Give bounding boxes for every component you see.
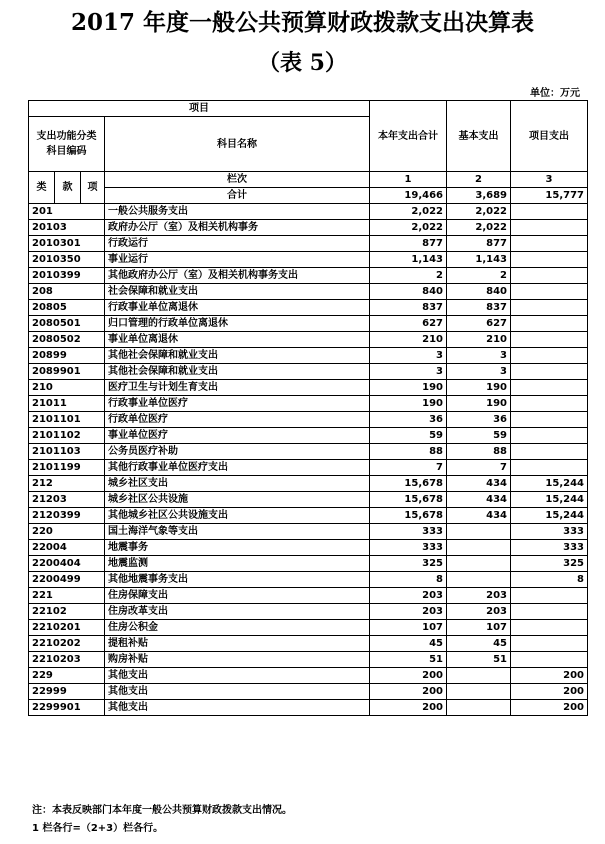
row-code: 20805 bbox=[29, 300, 105, 316]
heji-total: 19,466 bbox=[370, 188, 447, 204]
row-code: 2210202 bbox=[29, 636, 105, 652]
row-total: 203 bbox=[370, 588, 447, 604]
row-project bbox=[511, 316, 588, 332]
row-code: 2101101 bbox=[29, 412, 105, 428]
row-total: 7 bbox=[370, 460, 447, 476]
header-kuan: 款 bbox=[55, 172, 81, 204]
heji-project: 15,777 bbox=[511, 188, 588, 204]
row-project: 200 bbox=[511, 684, 588, 700]
row-code: 2120399 bbox=[29, 508, 105, 524]
row-total: 200 bbox=[370, 684, 447, 700]
row-basic: 107 bbox=[447, 620, 511, 636]
row-project: 15,244 bbox=[511, 476, 588, 492]
row-code: 212 bbox=[29, 476, 105, 492]
row-code: 2089901 bbox=[29, 364, 105, 380]
header-col2: 2 bbox=[447, 172, 511, 188]
footnote-1: 注：本表反映部门本年度一般公共预算财政拨款支出情况。 bbox=[32, 805, 292, 816]
row-total: 15,678 bbox=[370, 508, 447, 524]
header-row-lanci bbox=[29, 172, 588, 188]
row-project bbox=[511, 364, 588, 380]
row-name: 其他支出 bbox=[105, 668, 370, 684]
row-name: 提租补贴 bbox=[105, 636, 370, 652]
row-name: 事业运行 bbox=[105, 252, 370, 268]
page-subtitle: （表 5） bbox=[258, 50, 347, 76]
row-total: 51 bbox=[370, 652, 447, 668]
table-row bbox=[29, 492, 588, 508]
table-row bbox=[29, 444, 588, 460]
row-total: 1,143 bbox=[370, 252, 447, 268]
row-code: 2210203 bbox=[29, 652, 105, 668]
row-name: 国土海洋气象等支出 bbox=[105, 524, 370, 540]
row-name: 住房改革支出 bbox=[105, 604, 370, 620]
row-project: 325 bbox=[511, 556, 588, 572]
row-project: 15,244 bbox=[511, 492, 588, 508]
row-total: 627 bbox=[370, 316, 447, 332]
row-name: 其他行政事业单位医疗支出 bbox=[105, 460, 370, 476]
row-code: 208 bbox=[29, 284, 105, 300]
table-row bbox=[29, 396, 588, 412]
table-row bbox=[29, 540, 588, 556]
row-name: 其他支出 bbox=[105, 684, 370, 700]
table-row bbox=[29, 332, 588, 348]
table-row bbox=[29, 364, 588, 380]
row-total: 8 bbox=[370, 572, 447, 588]
row-name: 住房保障支出 bbox=[105, 588, 370, 604]
row-code: 2200499 bbox=[29, 572, 105, 588]
row-total: 190 bbox=[370, 396, 447, 412]
row-code: 2101103 bbox=[29, 444, 105, 460]
row-project bbox=[511, 636, 588, 652]
row-basic: 434 bbox=[447, 508, 511, 524]
table-row bbox=[29, 620, 588, 636]
row-project bbox=[511, 204, 588, 220]
row-project bbox=[511, 300, 588, 316]
row-name: 住房公积金 bbox=[105, 620, 370, 636]
row-project bbox=[511, 620, 588, 636]
header-code-label: 支出功能分类科目编码 bbox=[29, 117, 105, 172]
row-total: 45 bbox=[370, 636, 447, 652]
row-total: 15,678 bbox=[370, 476, 447, 492]
row-name: 行政事业单位离退休 bbox=[105, 300, 370, 316]
heji-label: 合计 bbox=[105, 188, 370, 204]
table-row bbox=[29, 604, 588, 620]
table-row bbox=[29, 300, 588, 316]
row-code: 22999 bbox=[29, 684, 105, 700]
row-basic: 36 bbox=[447, 412, 511, 428]
header-lei: 类 bbox=[29, 172, 55, 204]
row-code: 2210201 bbox=[29, 620, 105, 636]
row-code: 2080501 bbox=[29, 316, 105, 332]
header-xiang: 项 bbox=[81, 172, 105, 204]
row-total: 3 bbox=[370, 348, 447, 364]
row-project: 200 bbox=[511, 700, 588, 716]
footnote-2: 1 栏各行=（2+3）栏各行。 bbox=[32, 823, 164, 834]
row-basic: 877 bbox=[447, 236, 511, 252]
header-project-exp: 项目支出 bbox=[511, 101, 588, 172]
heji-basic: 3,689 bbox=[447, 188, 511, 204]
row-basic: 3 bbox=[447, 348, 511, 364]
table-row bbox=[29, 588, 588, 604]
row-basic: 840 bbox=[447, 284, 511, 300]
row-total: 88 bbox=[370, 444, 447, 460]
row-total: 2 bbox=[370, 268, 447, 284]
row-name: 社会保障和就业支出 bbox=[105, 284, 370, 300]
row-code: 2101102 bbox=[29, 428, 105, 444]
row-project bbox=[511, 652, 588, 668]
unit-label: 单位：万元 bbox=[530, 88, 580, 99]
row-basic bbox=[447, 524, 511, 540]
row-name: 其他社会保障和就业支出 bbox=[105, 348, 370, 364]
row-basic bbox=[447, 572, 511, 588]
row-name: 其他政府办公厅（室）及相关机构事务支出 bbox=[105, 268, 370, 284]
row-total: 840 bbox=[370, 284, 447, 300]
row-code: 22004 bbox=[29, 540, 105, 556]
row-basic: 203 bbox=[447, 588, 511, 604]
header-name-label: 科目名称 bbox=[105, 117, 370, 172]
row-basic bbox=[447, 540, 511, 556]
row-project bbox=[511, 604, 588, 620]
table-row bbox=[29, 668, 588, 684]
row-project bbox=[511, 284, 588, 300]
row-project bbox=[511, 444, 588, 460]
row-total: 200 bbox=[370, 700, 447, 716]
row-code: 221 bbox=[29, 588, 105, 604]
expenditure-table bbox=[28, 100, 588, 716]
row-total: 877 bbox=[370, 236, 447, 252]
row-project bbox=[511, 380, 588, 396]
row-basic: 434 bbox=[447, 492, 511, 508]
row-code: 2101199 bbox=[29, 460, 105, 476]
row-name: 地震监测 bbox=[105, 556, 370, 572]
row-basic: 2 bbox=[447, 268, 511, 284]
row-code: 2010399 bbox=[29, 268, 105, 284]
row-total: 2,022 bbox=[370, 204, 447, 220]
table-row bbox=[29, 572, 588, 588]
table-row bbox=[29, 476, 588, 492]
table-row bbox=[29, 428, 588, 444]
header-row-heji bbox=[29, 188, 588, 204]
row-name: 购房补贴 bbox=[105, 652, 370, 668]
header-lanci: 栏次 bbox=[105, 172, 370, 188]
table-row bbox=[29, 412, 588, 428]
page-title: 2017 年度一般公共预算财政拨款支出决算表 bbox=[70, 9, 535, 36]
row-project: 15,244 bbox=[511, 508, 588, 524]
table-row bbox=[29, 268, 588, 284]
row-project: 333 bbox=[511, 540, 588, 556]
row-project bbox=[511, 220, 588, 236]
row-total: 333 bbox=[370, 524, 447, 540]
table-row bbox=[29, 460, 588, 476]
header-project: 项目 bbox=[29, 101, 370, 117]
row-name: 其他地震事务支出 bbox=[105, 572, 370, 588]
row-total: 3 bbox=[370, 364, 447, 380]
row-total: 15,678 bbox=[370, 492, 447, 508]
row-project: 333 bbox=[511, 524, 588, 540]
row-basic: 190 bbox=[447, 380, 511, 396]
row-project bbox=[511, 412, 588, 428]
row-code: 220 bbox=[29, 524, 105, 540]
row-name: 事业单位医疗 bbox=[105, 428, 370, 444]
row-total: 107 bbox=[370, 620, 447, 636]
row-basic: 203 bbox=[447, 604, 511, 620]
row-project bbox=[511, 252, 588, 268]
row-basic bbox=[447, 668, 511, 684]
row-code: 201 bbox=[29, 204, 105, 220]
header-total: 本年支出合计 bbox=[370, 101, 447, 172]
row-project: 200 bbox=[511, 668, 588, 684]
header-basic: 基本支出 bbox=[447, 101, 511, 172]
row-code: 2299901 bbox=[29, 700, 105, 716]
header-row-project bbox=[29, 101, 588, 117]
row-basic: 837 bbox=[447, 300, 511, 316]
row-code: 2080502 bbox=[29, 332, 105, 348]
table-row bbox=[29, 684, 588, 700]
table-row bbox=[29, 652, 588, 668]
row-project bbox=[511, 460, 588, 476]
table-row bbox=[29, 220, 588, 236]
row-code: 2010301 bbox=[29, 236, 105, 252]
row-basic: 88 bbox=[447, 444, 511, 460]
row-basic: 7 bbox=[447, 460, 511, 476]
row-total: 325 bbox=[370, 556, 447, 572]
table-row bbox=[29, 252, 588, 268]
row-basic: 2,022 bbox=[447, 204, 511, 220]
row-code: 210 bbox=[29, 380, 105, 396]
row-name: 行政单位医疗 bbox=[105, 412, 370, 428]
row-code: 21203 bbox=[29, 492, 105, 508]
row-code: 229 bbox=[29, 668, 105, 684]
row-basic: 1,143 bbox=[447, 252, 511, 268]
table-row bbox=[29, 556, 588, 572]
row-project bbox=[511, 396, 588, 412]
row-total: 333 bbox=[370, 540, 447, 556]
row-name: 地震事务 bbox=[105, 540, 370, 556]
row-code: 2010350 bbox=[29, 252, 105, 268]
header-col1: 1 bbox=[370, 172, 447, 188]
row-total: 203 bbox=[370, 604, 447, 620]
row-basic: 627 bbox=[447, 316, 511, 332]
row-name: 政府办公厅（室）及相关机构事务 bbox=[105, 220, 370, 236]
row-name: 归口管理的行政单位离退休 bbox=[105, 316, 370, 332]
row-basic: 3 bbox=[447, 364, 511, 380]
table-row bbox=[29, 348, 588, 364]
row-basic: 210 bbox=[447, 332, 511, 348]
table-row bbox=[29, 700, 588, 716]
row-name: 城乡社区公共设施 bbox=[105, 492, 370, 508]
row-name: 行政运行 bbox=[105, 236, 370, 252]
row-code: 22102 bbox=[29, 604, 105, 620]
row-name: 其他社会保障和就业支出 bbox=[105, 364, 370, 380]
table-row bbox=[29, 508, 588, 524]
row-basic: 45 bbox=[447, 636, 511, 652]
row-total: 36 bbox=[370, 412, 447, 428]
row-code: 20103 bbox=[29, 220, 105, 236]
row-name: 一般公共服务支出 bbox=[105, 204, 370, 220]
row-basic bbox=[447, 700, 511, 716]
row-basic bbox=[447, 556, 511, 572]
table-row bbox=[29, 284, 588, 300]
row-project bbox=[511, 236, 588, 252]
row-code: 2200404 bbox=[29, 556, 105, 572]
row-total: 200 bbox=[370, 668, 447, 684]
table-row bbox=[29, 636, 588, 652]
row-total: 210 bbox=[370, 332, 447, 348]
row-basic: 434 bbox=[447, 476, 511, 492]
row-project: 8 bbox=[511, 572, 588, 588]
row-project bbox=[511, 348, 588, 364]
row-basic bbox=[447, 684, 511, 700]
table-row bbox=[29, 204, 588, 220]
header-col3: 3 bbox=[511, 172, 588, 188]
row-total: 2,022 bbox=[370, 220, 447, 236]
table-row bbox=[29, 524, 588, 540]
row-total: 837 bbox=[370, 300, 447, 316]
row-name: 医疗卫生与计划生育支出 bbox=[105, 380, 370, 396]
row-name: 其他城乡社区公共设施支出 bbox=[105, 508, 370, 524]
row-total: 190 bbox=[370, 380, 447, 396]
row-basic: 59 bbox=[447, 428, 511, 444]
row-name: 行政事业单位医疗 bbox=[105, 396, 370, 412]
row-name: 其他支出 bbox=[105, 700, 370, 716]
row-project bbox=[511, 332, 588, 348]
row-project bbox=[511, 268, 588, 284]
row-project bbox=[511, 428, 588, 444]
row-name: 城乡社区支出 bbox=[105, 476, 370, 492]
row-total: 59 bbox=[370, 428, 447, 444]
row-basic: 51 bbox=[447, 652, 511, 668]
row-project bbox=[511, 588, 588, 604]
table-row bbox=[29, 236, 588, 252]
row-name: 事业单位离退休 bbox=[105, 332, 370, 348]
table-row bbox=[29, 380, 588, 396]
row-basic: 2,022 bbox=[447, 220, 511, 236]
row-code: 21011 bbox=[29, 396, 105, 412]
row-basic: 190 bbox=[447, 396, 511, 412]
row-code: 20899 bbox=[29, 348, 105, 364]
row-name: 公务员医疗补助 bbox=[105, 444, 370, 460]
table-row bbox=[29, 316, 588, 332]
